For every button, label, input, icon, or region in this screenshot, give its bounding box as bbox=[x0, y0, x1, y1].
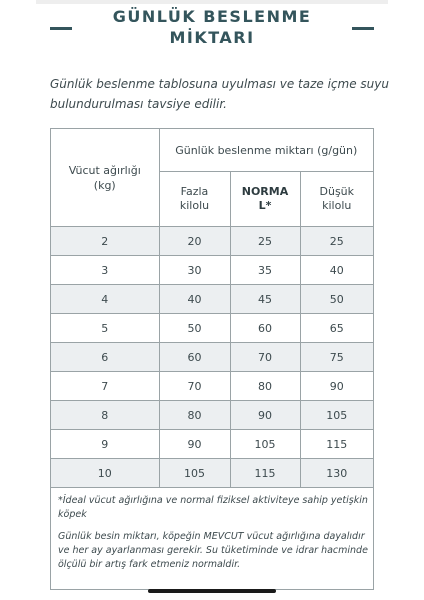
normal-header-line1: NORMA bbox=[241, 185, 289, 198]
overweight-cell: 105 bbox=[159, 459, 230, 488]
underweight-header bbox=[300, 172, 373, 227]
table-row bbox=[51, 314, 373, 343]
weight-header bbox=[51, 129, 159, 227]
table-row bbox=[51, 227, 373, 256]
intro-text: Günlük beslenme tablosuna uyulması ve taze içme suyu bulundurulması tavsiye edilir. bbox=[50, 77, 389, 111]
footnote-ideal-weight: *İdeal vücut ağırlığına ve normal fiziksel aktiviteye sahip yetişkin köpek bbox=[58, 495, 368, 520]
overweight-cell: 20 bbox=[159, 227, 230, 256]
underweight-cell: 90 bbox=[300, 372, 373, 401]
weight-cell: 7 bbox=[51, 372, 159, 401]
normal-cell: 45 bbox=[230, 285, 300, 314]
normal-header-line2: L* bbox=[258, 199, 272, 212]
top-divider bbox=[36, 0, 388, 4]
overweight-cell: 80 bbox=[159, 401, 230, 430]
weight-cell: 5 bbox=[51, 314, 159, 343]
table-row bbox=[51, 256, 373, 285]
underweight-header-line1: Düşük bbox=[319, 185, 355, 198]
overweight-cell: 70 bbox=[159, 372, 230, 401]
normal-cell: 115 bbox=[230, 459, 300, 488]
weight-cell: 8 bbox=[51, 401, 159, 430]
table-row bbox=[51, 285, 373, 314]
table-row bbox=[51, 459, 373, 488]
footnote-daily-amount: Günlük besin miktarı, köpeğin MEVCUT vücut ağırlığına dayalıdır ve her ay ayarlanması gerekir. Su tüketiminde ve idrar hacminde ölçülü bir artış fark etmeniz normaldir. bbox=[58, 531, 368, 570]
table-row bbox=[51, 372, 373, 401]
page-title-line2: MİKTARI bbox=[169, 28, 255, 47]
table-row bbox=[51, 401, 373, 430]
home-indicator[interactable] bbox=[148, 589, 276, 593]
normal-cell: 25 bbox=[230, 227, 300, 256]
normal-cell: 70 bbox=[230, 343, 300, 372]
page-title bbox=[0, 6, 424, 48]
underweight-cell: 130 bbox=[300, 459, 373, 488]
weight-cell: 6 bbox=[51, 343, 159, 372]
overweight-cell: 40 bbox=[159, 285, 230, 314]
overweight-cell: 60 bbox=[159, 343, 230, 372]
footnotes bbox=[58, 494, 370, 580]
daily-amount-header: Günlük beslenme miktarı (g/gün) bbox=[159, 129, 373, 172]
normal-cell: 35 bbox=[230, 256, 300, 285]
feeding-table bbox=[51, 129, 373, 488]
underweight-cell: 115 bbox=[300, 430, 373, 459]
overweight-cell: 50 bbox=[159, 314, 230, 343]
underweight-cell: 65 bbox=[300, 314, 373, 343]
underweight-cell: 50 bbox=[300, 285, 373, 314]
table-row bbox=[51, 430, 373, 459]
normal-cell: 105 bbox=[230, 430, 300, 459]
page-title-line1: GÜNLÜK BESLENME bbox=[112, 7, 312, 26]
table-row bbox=[51, 343, 373, 372]
normal-header bbox=[230, 172, 300, 227]
underweight-header-line2: kilolu bbox=[322, 199, 352, 212]
overweight-cell: 90 bbox=[159, 430, 230, 459]
weight-header-line1: Vücut ağırlığı bbox=[68, 163, 141, 177]
overweight-header-line1: Fazla bbox=[180, 185, 209, 198]
normal-cell: 80 bbox=[230, 372, 300, 401]
weight-cell: 4 bbox=[51, 285, 159, 314]
weight-cell: 10 bbox=[51, 459, 159, 488]
underweight-cell: 105 bbox=[300, 401, 373, 430]
underweight-cell: 40 bbox=[300, 256, 373, 285]
weight-header-line2: (kg) bbox=[93, 178, 116, 192]
normal-cell: 90 bbox=[230, 401, 300, 430]
overweight-header-line2: kilolu bbox=[179, 199, 210, 212]
weight-cell: 3 bbox=[51, 256, 159, 285]
normal-cell: 60 bbox=[230, 314, 300, 343]
underweight-cell: 25 bbox=[300, 227, 373, 256]
weight-cell: 9 bbox=[51, 430, 159, 459]
weight-cell: 2 bbox=[51, 227, 159, 256]
underweight-cell: 75 bbox=[300, 343, 373, 372]
overweight-cell: 30 bbox=[159, 256, 230, 285]
overweight-header bbox=[159, 172, 230, 227]
